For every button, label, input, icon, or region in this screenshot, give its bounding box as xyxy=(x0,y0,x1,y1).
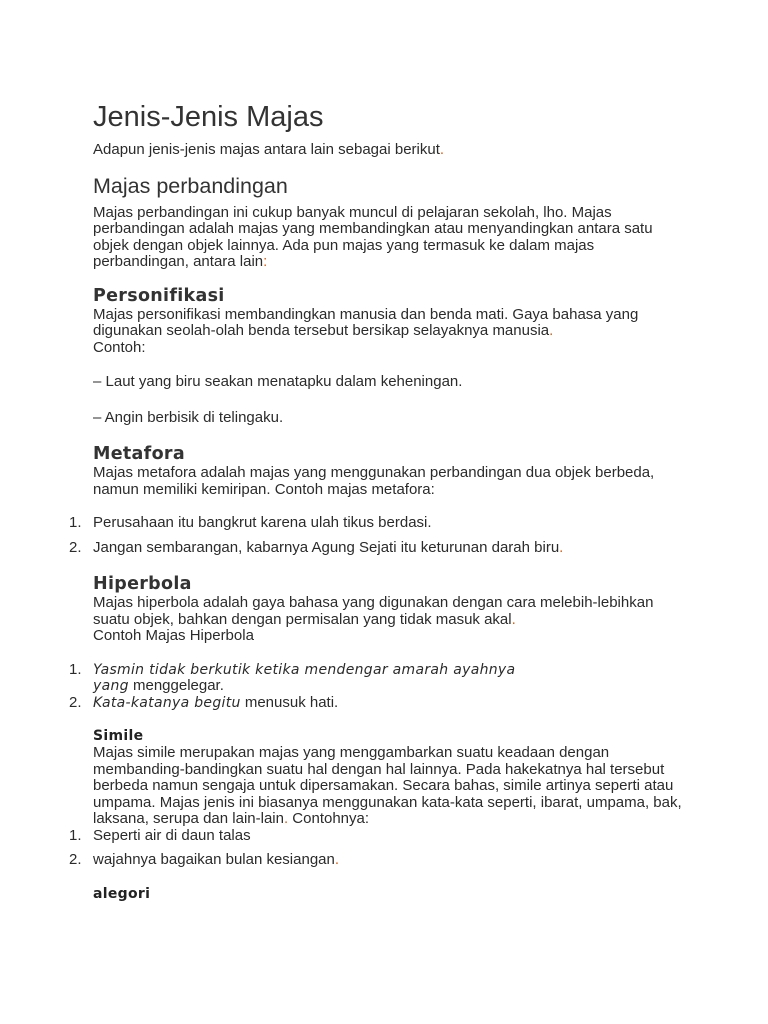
page-title: Jenis-Jenis Majas xyxy=(93,101,324,133)
heading-simile: Simile xyxy=(93,728,144,744)
intro-paragraph: Adapun jenis-jenis majas antara lain sebagai berikut. xyxy=(93,141,445,158)
perbandingan-paragraph: Majas perbandingan ini cukup banyak muncul di pelajaran sekolah, lho. Majas perbandingan adalah majas yang membandingkan atau menyandingkan antara satu objek dengan objek lainnya. Ada pun majas yang termasuk ke dalam majas perbandingan, antara lain: xyxy=(93,203,653,270)
heading-metafora: Metafora xyxy=(93,444,185,464)
heading-alegori: alegori xyxy=(93,885,151,902)
personifikasi-contoh-label: Contoh: xyxy=(93,338,146,356)
hiperbola-paragraph: Majas hiperbola adalah gaya bahasa yang digunakan dengan cara melebih-lebihkan suatu objek, bahkan dengan permisalan yang tidak masuk akal. xyxy=(93,594,654,628)
personifikasi-example-1: – Laut yang biru seakan menatapku dalam keheningan. xyxy=(93,373,463,390)
metafora-paragraph: Majas metafora adalah majas yang menggunakan perbandingan dua objek berbeda, namun memiliki kemiripan. Contoh majas metafora: xyxy=(93,464,655,498)
list-item: 2. Kata-katanya begitu menusuk hati. xyxy=(69,693,339,711)
simile-list xyxy=(69,826,683,869)
document-page xyxy=(69,100,683,903)
metafora-list xyxy=(69,514,683,556)
list-item: 2. wajahnya bagaikan bulan kesiangan. xyxy=(69,851,340,868)
list-item: 1. Perusahaan itu bangkrut karena ulah tikus berdasi. xyxy=(69,514,432,531)
simile-paragraph: Majas simile merupakan majas yang menggambarkan suatu keadaan dengan membanding-bandingkan suatu hal dengan hal lainnya. Pada hakekatnya hal tersebut berbeda namun sengaja untuk dipersamakan. Secara bahas, simile artinya seperti atau umpama. Majas jenis ini biasanya menggunakan kata-kata seperti, ibarat, umpama, bak, laksana, serupa dan lain-lain. Contohnya: xyxy=(93,744,682,827)
personifikasi-paragraph: Majas personifikasi membandingkan manusia dan benda mati. Gaya bahasa yang digunakan seolah-olah benda tersebut bersikap selayaknya manusia. xyxy=(93,305,639,339)
hiperbola-list xyxy=(69,660,683,712)
list-item: 1. Seperti air di daun talas xyxy=(69,826,251,844)
heading-personifikasi: Personifikasi xyxy=(93,285,225,306)
list-item: 1. Yasmin tidak berkutik ketika mendengar amarah ayahnya yang menggelegar. xyxy=(69,660,516,694)
hiperbola-contoh-label: Contoh Majas Hiperbola xyxy=(93,627,254,644)
personifikasi-example-2: – Angin berbisik di telingaku. xyxy=(93,408,284,426)
list-item: 2. Jangan sembarangan, kabarnya Agung Sejati itu keturunan darah biru. xyxy=(69,538,564,556)
heading-hiperbola: Hiperbola xyxy=(93,574,192,594)
heading-majas-perbandingan: Majas perbandingan xyxy=(93,173,288,198)
